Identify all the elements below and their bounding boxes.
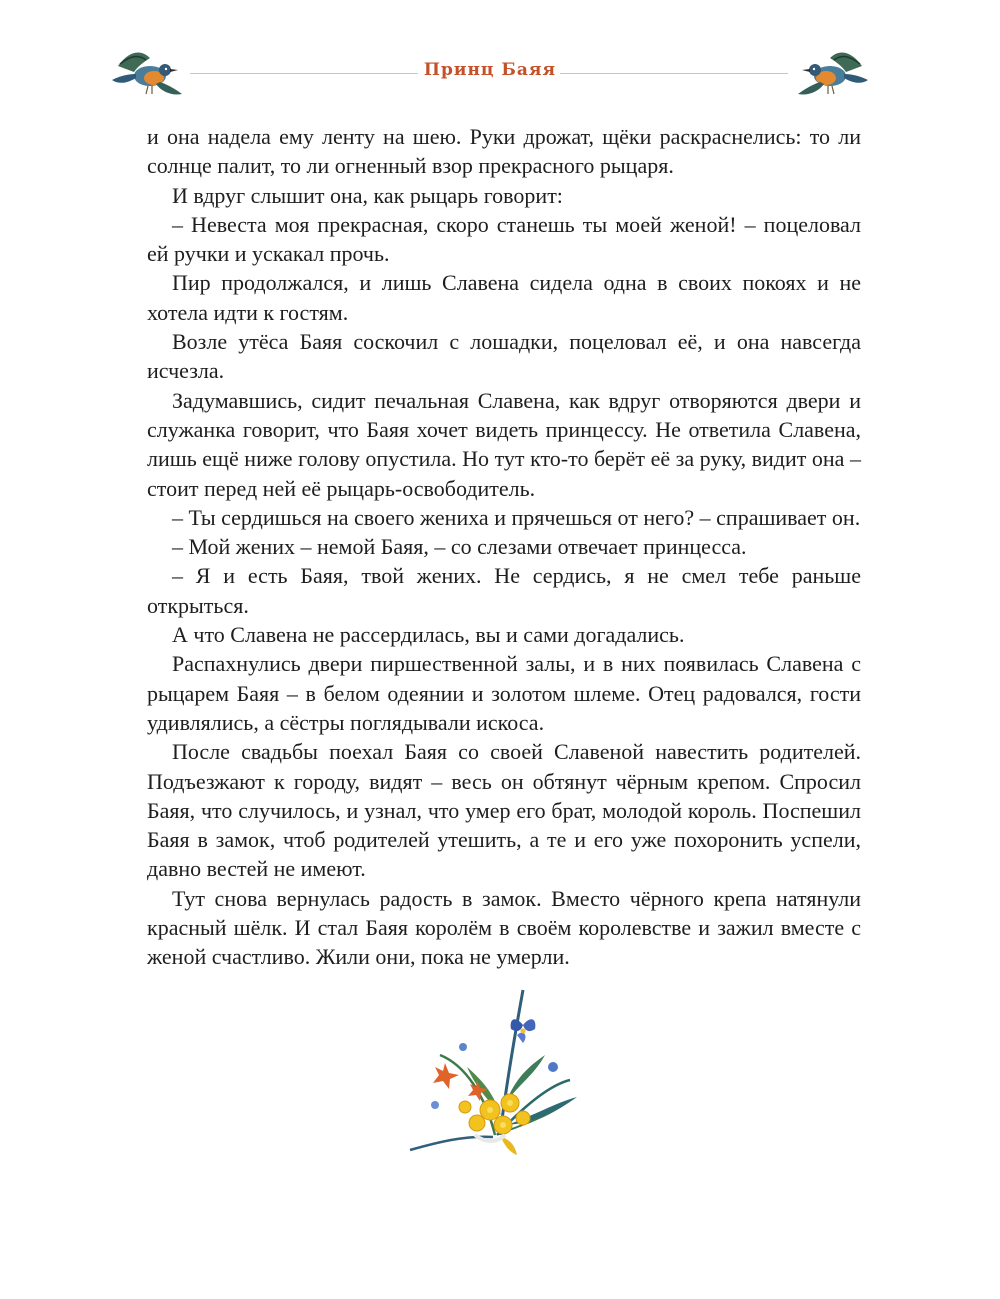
paragraph: – Мой жених – немой Баяя, – со слезами отвечает принцесса. xyxy=(172,534,747,560)
bird-icon xyxy=(790,44,870,104)
paragraph: Пир продолжался, и лишь Славена сидела одна в своих покоях и не хотела идти к гостям. xyxy=(147,270,861,325)
paragraph: Тут снова вернулась радость в замок. Вместо чёрного крепа натянули красный шёлк. И стал Баяя королём в своём королевстве и зажил вместе с женой счастливо. Жили они, пока не умерли. xyxy=(147,885,861,970)
paragraph: После свадьбы поехал Баяя со своей Славеной навестить родителей. Подъезжают к городу, видят – весь он обтянут чёрным крепом. Спросил Баяя, что случилось, и узнал, что умер его брат, молодой король. Поспешил Баяя в замок, чтоб родителей утешить, а те и его уже похоронить успели, давно вестей не имеют. xyxy=(147,739,861,882)
paragraph: и она надела ему ленту на шею. Руки дрожат, щёки раскраснелись: то ли солнце палит, то ли огненный взор прекрасного рыцаря. xyxy=(147,124,861,179)
paragraph: – Невеста моя прекрасная, скоро станешь ты моей женой! – поцеловал ей ручки и ускакал прочь. xyxy=(147,211,861,267)
running-title: Принц Баяя xyxy=(423,60,557,80)
paragraph: – Ты сердишься на своего жениха и прячешься от него? – спрашивает он. xyxy=(172,504,861,530)
paragraph: Распахнулись двери пиршественной залы, и в них появилась Славена с рыцарем Баяя – в белом одеянии и золотом шлеме. Отец радовался, гости удивлялись, а сёстры поглядывали искоса. xyxy=(147,651,861,735)
paragraph: А что Славена не рассердилась, вы и сами догадались. xyxy=(172,622,685,648)
paragraph: Возле утёса Баяя соскочил с лошадки, поцеловал её, и она навсегда исчезла. xyxy=(147,329,861,384)
paragraph: – Я и есть Баяя, твой жених. Не сердись, я не смел тебе раньше открыться. xyxy=(147,563,861,618)
flower-bouquet-icon xyxy=(405,985,585,1160)
paragraph: Задумавшись, сидит печальная Славена, как вдруг отворяются двери и служанка говорит, что Баяя хочет видеть принцессу. Не ответила Славена, лишь ещё ниже голову опустила. Но тут кто-то берёт её за руку, видит она – стоит перед ней её рыцарь-освободитель. xyxy=(147,387,861,501)
header-rule-right xyxy=(560,73,788,74)
story-text xyxy=(147,122,861,972)
paragraph: И вдруг слышит она, как рыцарь говорит: xyxy=(172,182,563,208)
page-header xyxy=(110,40,870,110)
